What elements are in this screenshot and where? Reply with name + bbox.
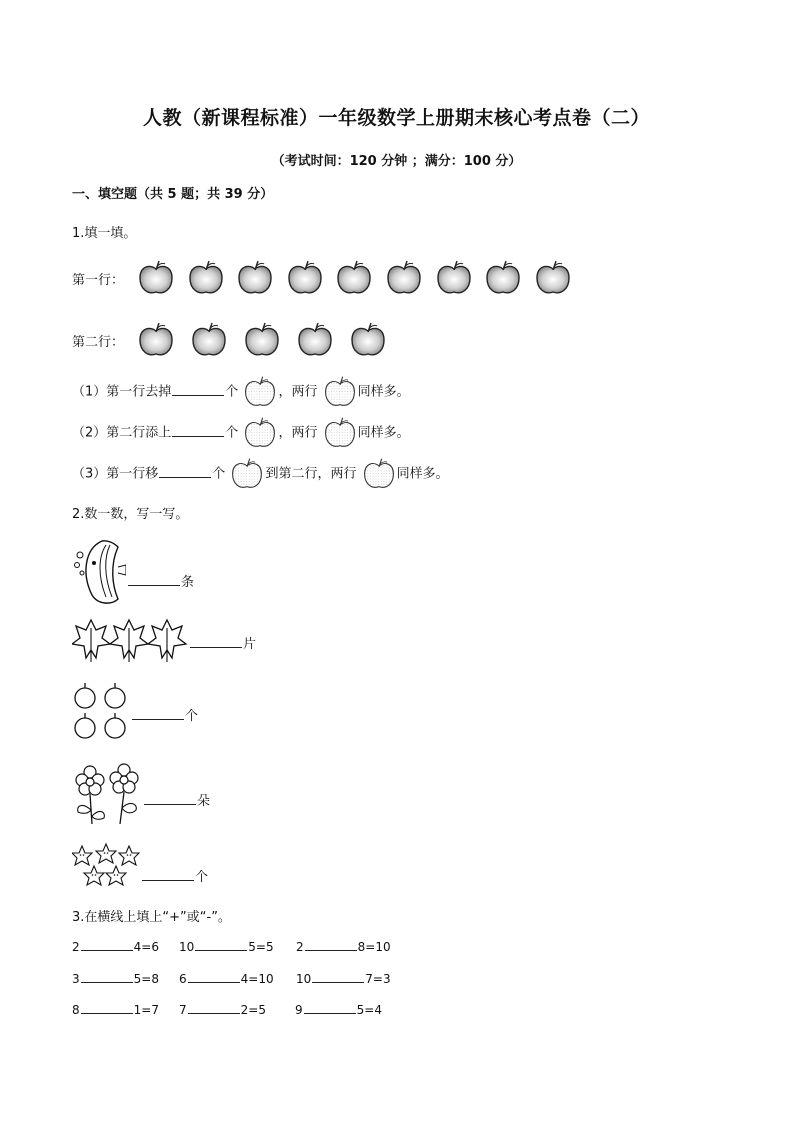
apple-icon: [483, 258, 523, 298]
answer-blank[interactable]: [132, 707, 184, 720]
count-item-flowers: 朵: [72, 762, 210, 826]
answer-blank[interactable]: [304, 1003, 356, 1014]
equation: 2 4=6: [72, 940, 159, 954]
question-1-sub-2: （2）第二行添上 个 ，两行 同样多。: [72, 415, 410, 452]
row-1-label: 第一行：: [72, 272, 125, 288]
star-icon: [72, 842, 140, 892]
answer-blank[interactable]: [81, 940, 133, 951]
apple-icon: [136, 258, 176, 298]
equation: 9 5=4: [295, 1003, 382, 1017]
orange-icon: [72, 680, 130, 744]
question-1-sub-3: （3）第一行移 个 到第二行，两行 同样多。: [72, 456, 449, 493]
equation: 2 8=10: [296, 940, 391, 954]
apple-icon: [285, 258, 325, 298]
equation-row-3: [72, 1003, 382, 1017]
answer-blank[interactable]: [195, 940, 247, 951]
apple-icon: [384, 258, 424, 298]
equation: 7 2=5: [179, 1003, 266, 1017]
apple-icon: [361, 456, 397, 492]
apple-icon: [322, 415, 358, 451]
equation: 3 5=8: [72, 972, 159, 986]
answer-blank[interactable]: [128, 573, 180, 586]
apple-row-1: [72, 258, 573, 298]
answer-blank[interactable]: [142, 868, 194, 881]
section-heading: 一、填空题（共 5 题；共 39 分）: [72, 187, 274, 202]
count-item-fish: 条: [72, 535, 194, 607]
count-item-stars: 个: [72, 842, 208, 892]
question-2-label: 2.数一数，写一写。: [72, 507, 189, 522]
count-item-oranges: 个: [72, 680, 198, 744]
equation: 10 7=3: [296, 972, 391, 986]
apple-icon: [533, 258, 573, 298]
answer-blank[interactable]: [188, 972, 240, 983]
apple-icon: [242, 415, 278, 451]
apple-icon: [235, 258, 275, 298]
apple-icon: [229, 456, 265, 492]
question-1-sub-1: （1）第一行去掉 个 ，两行 同样多。: [72, 374, 410, 411]
answer-blank[interactable]: [172, 383, 224, 396]
answer-blank[interactable]: [312, 972, 364, 983]
equation: 10 5=5: [179, 940, 274, 954]
question-3-label: 3.在横线上填上“+”或“-”。: [72, 910, 231, 925]
question-1-label: 1.填一填。: [72, 226, 137, 241]
apple-icon: [136, 320, 176, 360]
equation-row-2: [72, 972, 391, 986]
page-title: 人教（新课程标准）一年级数学上册期末核心考点卷（二）: [142, 107, 650, 129]
leaf-icon: [72, 616, 188, 664]
apple-icon: [334, 258, 374, 298]
answer-blank[interactable]: [305, 940, 357, 951]
answer-blank[interactable]: [190, 635, 242, 648]
apple-icon: [242, 374, 278, 410]
exam-info: （考试时间：120 分钟 ；满分：100 分）: [271, 154, 522, 169]
apple-icon: [189, 320, 229, 360]
apple-icon: [348, 320, 388, 360]
equation: 6 4=10: [179, 972, 274, 986]
row-2-label: 第二行：: [72, 334, 125, 350]
answer-blank[interactable]: [159, 465, 211, 478]
apple-icon: [434, 258, 474, 298]
flower-icon: [72, 762, 142, 826]
answer-blank[interactable]: [81, 1003, 133, 1014]
fish-icon: [72, 535, 126, 607]
apple-icon: [186, 258, 226, 298]
apple-row-2: [72, 320, 388, 360]
apple-icon: [295, 320, 335, 360]
count-item-leaves: 片: [72, 616, 256, 664]
apple-icon: [242, 320, 282, 360]
equation: 8 1=7: [72, 1003, 159, 1017]
equation-row-1: [72, 940, 391, 954]
answer-blank[interactable]: [172, 424, 224, 437]
answer-blank[interactable]: [188, 1003, 240, 1014]
answer-blank[interactable]: [81, 972, 133, 983]
apple-icon: [322, 374, 358, 410]
answer-blank[interactable]: [144, 792, 196, 805]
